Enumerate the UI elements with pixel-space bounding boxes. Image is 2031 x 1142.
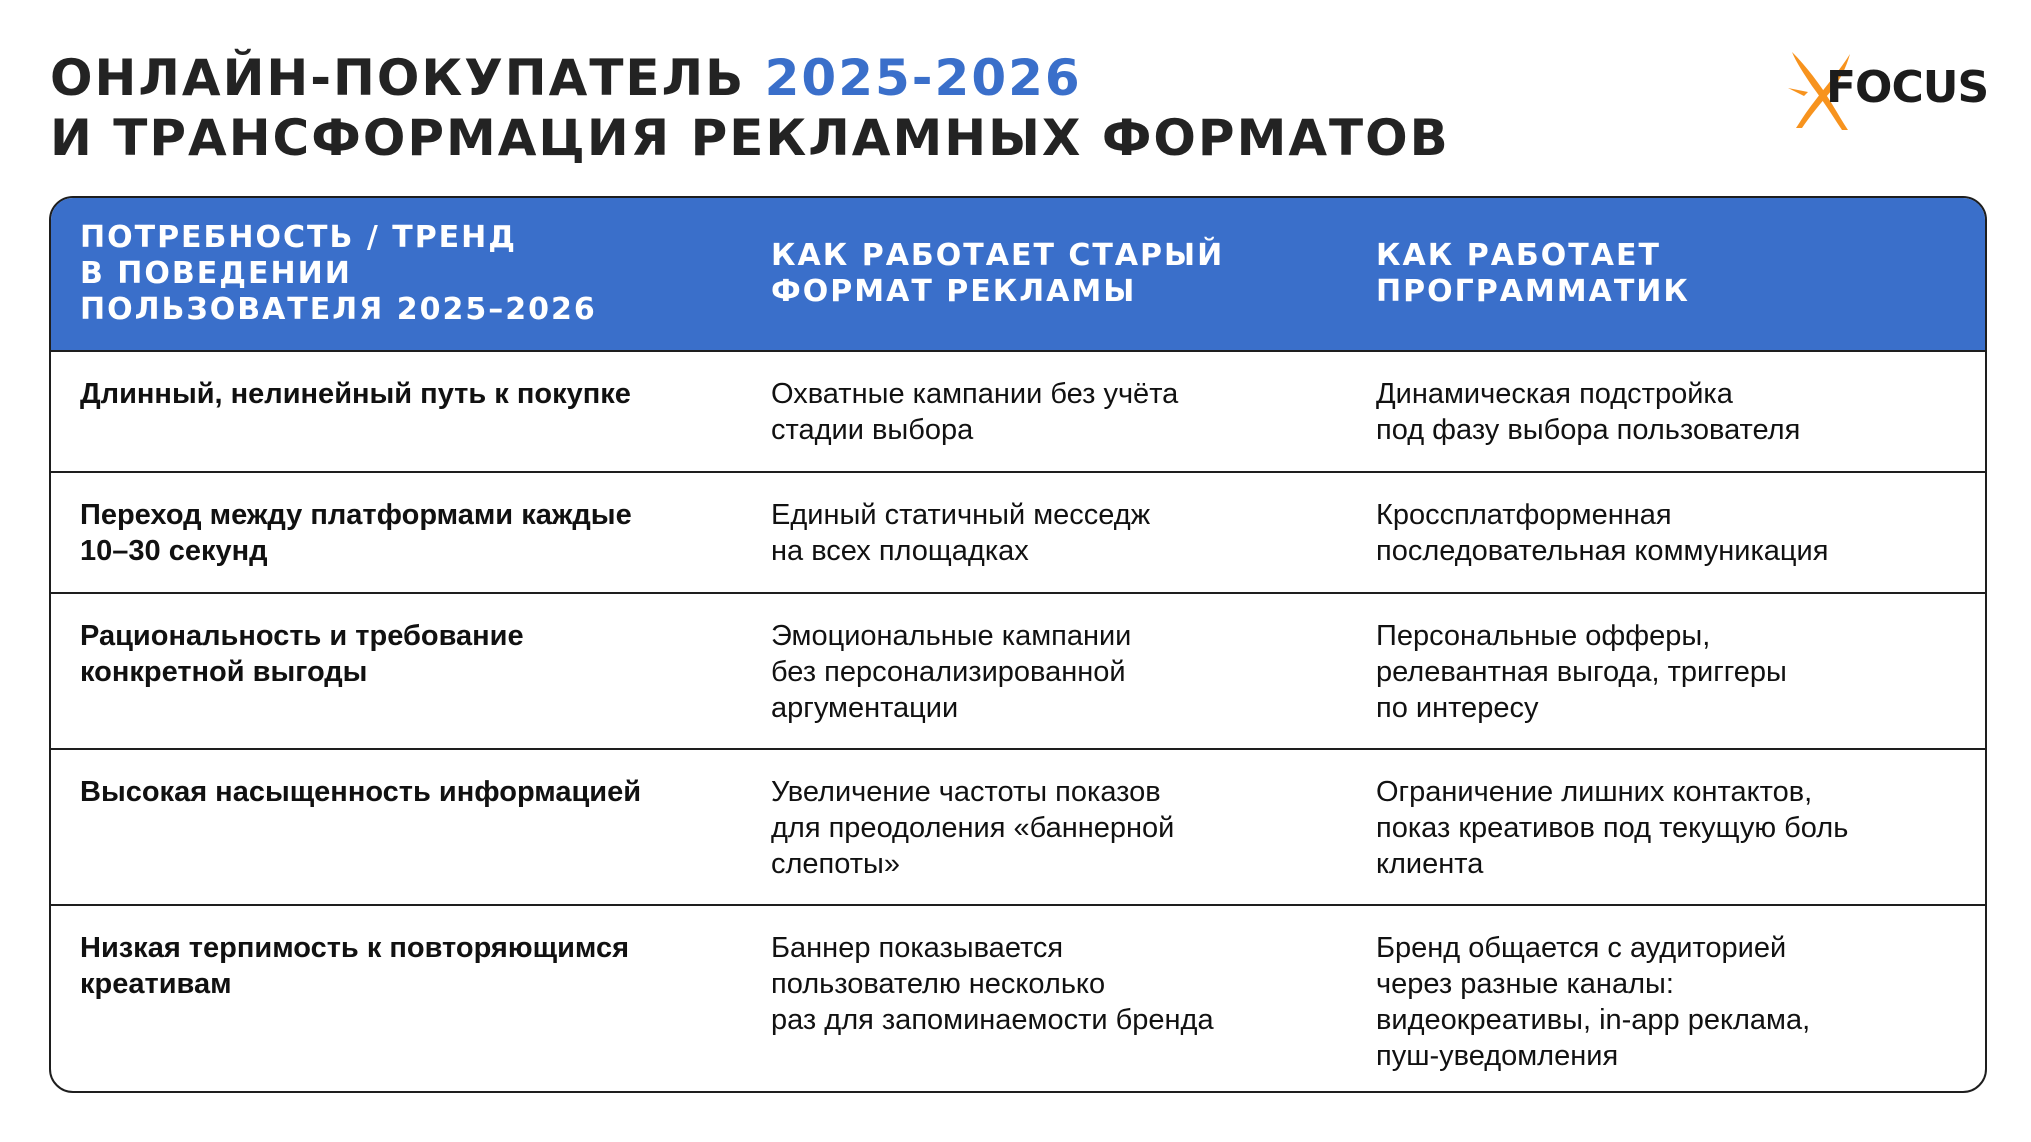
logo-text: FOCUS (1826, 62, 1989, 113)
title-year-range: 2025-2026 (764, 49, 1082, 107)
table-row (51, 594, 1985, 750)
title-prefix: ОНЛАЙН-ПОКУПАТЕЛЬ (50, 49, 765, 107)
cell-need: Переход между платформами каждые 10–30 секунд (80, 499, 632, 567)
table-header (51, 198, 1985, 352)
title-line-1 (50, 48, 1450, 108)
cell-old-format: Увеличение частоты показов для преодоления «баннерной слепоты» (771, 776, 1175, 880)
cell-old-format: Охватные кампании без учёта стадии выбора (771, 378, 1179, 446)
header-need: ПОТРЕБНОСТЬ / ТРЕНД В ПОВЕДЕНИИ ПОЛЬЗОВАТЕЛЯ 2025–2026 (80, 220, 597, 327)
cell-old-format: Единый статичный месседж на всех площадках (771, 499, 1151, 567)
focus-logo (1786, 48, 1996, 132)
title-line-2: И ТРАНСФОРМАЦИЯ РЕКЛАМНЫХ ФОРМАТОВ (50, 109, 1450, 167)
cell-old-format: Эмоциональные кампании без персонализированной аргументации (771, 620, 1132, 724)
cell-old-format: Баннер показывается пользователю несколько раз для запоминаемости бренда (771, 932, 1214, 1036)
table-row (51, 906, 1985, 1091)
page-title (50, 48, 1450, 168)
header-programmatic: КАК РАБОТАЕТ ПРОГРАММАТИК (1376, 238, 1690, 309)
table-row (51, 473, 1985, 594)
cell-need: Низкая терпимость к повторяющимся креативам (80, 932, 630, 1000)
cell-programmatic: Бренд общается с аудиторией через разные каналы: видеокреативы, in-app реклама, пуш-уведомления (1376, 932, 1811, 1072)
table-row (51, 750, 1985, 906)
cell-programmatic: Динамическая подстройка под фазу выбора пользователя (1376, 378, 1801, 446)
table-row (51, 352, 1985, 473)
cell-programmatic: Ограничение лишних контактов, показ креативов под текущую боль клиента (1376, 776, 1849, 880)
cell-need: Высокая насыщенность информацией (80, 776, 642, 808)
cell-need: Длинный, нелинейный путь к покупке (80, 378, 631, 410)
cell-programmatic: Кроссплатформенная последовательная коммуникация (1376, 499, 1829, 567)
cell-programmatic: Персональные офферы, релевантная выгода, триггеры по интересу (1376, 620, 1787, 724)
header-old-format: КАК РАБОТАЕТ СТАРЫЙ ФОРМАТ РЕКЛАМЫ (771, 238, 1225, 309)
cell-need: Рациональность и требование конкретной выгоды (80, 620, 524, 688)
comparison-table (49, 196, 1987, 1093)
